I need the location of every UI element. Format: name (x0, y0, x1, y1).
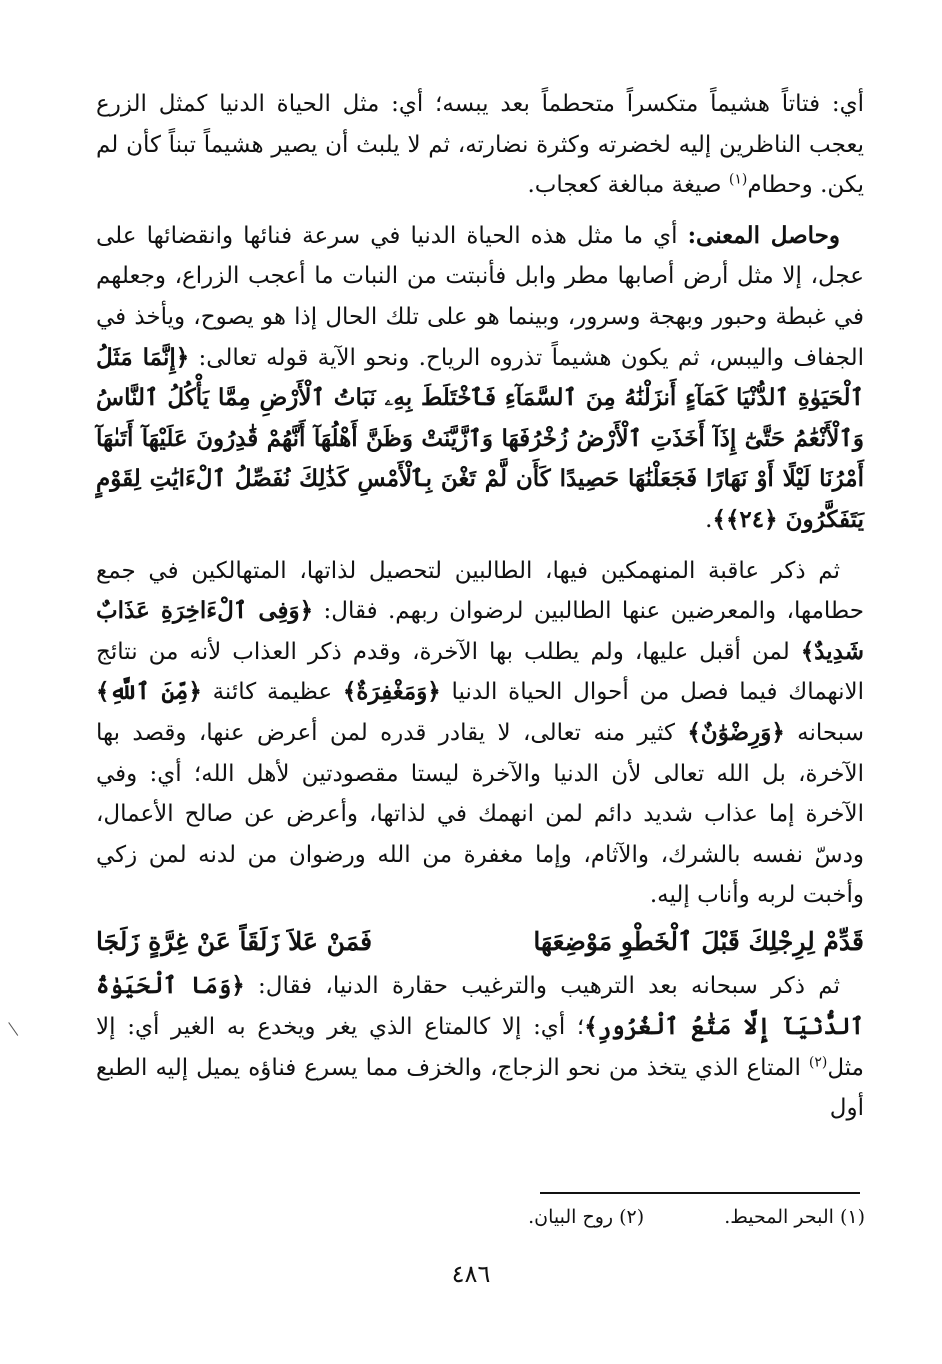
paragraph-2-lead: وحاصل المعنى: (687, 221, 840, 249)
paragraph-3-b: لمن أقبل عليها، ولم يطلب بها الآخرة، وقدم ذكر العذاب لأنه من نتائج الانهماك فيما فصل من أحوال الحياة الدنيا (96, 638, 865, 706)
verse-hemistich-left: فَمَنْ عَلاَ زَلَقَاً عَنْ غِرَّةٍ زَلَجَا (96, 926, 373, 956)
paragraph-2 (96, 216, 864, 541)
main-text (96, 84, 864, 1129)
paragraph-4 (96, 966, 864, 1128)
paragraph-3-c: عظيمة كائنة (201, 679, 343, 706)
paragraph-1 (96, 84, 864, 206)
footnote-divider (540, 1192, 860, 1194)
paragraph-4-a: ثم ذكر سبحانه بعد الترهيب والترغيب حقارة الدنيا، فقال: (244, 973, 840, 1000)
quran-quote-3: ﴿وَمَغْفِرَةٌ﴾ (342, 678, 441, 706)
quran-quote-2: ﴿وَفِى ٱلْءَاخِرَةِ عَذَابٌ شَدِيدٌ﴾ (96, 597, 864, 665)
quran-quote-4: ﴿مِّنَ ٱللَّهِ﴾ (96, 678, 202, 706)
quran-quote-1: ﴿إِنَّمَا مَثَلُ ٱلْحَيَوٰةِ ٱلدُّنْيَا كَمَآءٍ أَنزَلْنَٰهُ مِنَ ٱلسَّمَآءِ فَٱخْتَلَطَ بِهِۦ نَبَاتُ ٱلْأَرْضِ مِمَّا يَأْكُلُ ٱلنَّاسُ وَٱلْأَنْعَٰمُ حَتَّىٰٓ إِذَآ أَخَذَتِ ٱلْأَرْضُ زُخْرُفَهَا وَٱزَّيَّنَتْ وَظَنَّ أَهْلُهَآ أَنَّهُمْ قَٰدِرُونَ عَلَيْهَآ أَتَىٰهَآ أَمْرُنَا لَيْلًا أَوْ نَهَارًا فَجَعَلْنَٰهَا حَصِيدًا كَأَن لَّمْ تَغْنَ بِٱلْأَمْسِ كَذَٰلِكَ نُفَصِّلُ ٱلْءَايَٰتِ لِقَوْمٍ يَتَفَكَّرُونَ ﴿٢٤﴾﴾ (96, 343, 864, 533)
paragraph-1-end: صيغة مبالغة كعجاب. (527, 172, 729, 199)
paragraph-3-d: سبحانه (784, 719, 864, 746)
paragraph-2-text: أي ما مثل هذه الحياة الدنيا في سرعة فنائها وانقضائها على عجل، إلا مثل أرض أصابها مطر وابل فأنبتت من النبات ما أعجب الزراع، وجعلهم في غبطة وحبور وبهجة وسرور، وبينما هو على تلك الحال إذا هو يصوح، ويأخذ في الجفاف واليبس، ثم يكون هشيماً تذروه الرياح. ونحو الآية قوله تعالى: (96, 222, 864, 371)
footnote-ref-2: (٢) (808, 1054, 828, 1070)
verse-hemistich-right: قَدِّمْ لِرِجْلِكَ قَبْلَ ٱلْخَطْوِ مَوْضِعَهَا (533, 926, 864, 956)
paragraph-2-end: . (705, 506, 713, 533)
poetry-verse (96, 922, 864, 963)
paragraph-1-text: أي: فتاتاً هشيماً متكسراً متحطماً بعد يبسه؛ أي: مثل الحياة الدنيا كمثل الزرع يعجب الناظرين إليه لخضرته وكثرة نضارته، ثم لا يلبث أن يصير هشيماً تبناً كأن لم يكن. وحطام (96, 91, 864, 199)
quran-quote-5: ﴿وَرِضْوَٰنٌ﴾ (687, 718, 785, 746)
quran-quote-6: ﴿وَمَا ٱلْحَيَوٰةُ ٱلدُّنْيَآ إِلَّا مَتَٰعُ ٱلْغُرُورِ﴾ (96, 972, 864, 1041)
footnote-2: (٢) روح البيان. (528, 1206, 645, 1228)
scan-mark (0, 1022, 18, 1044)
footnote-1: (١) البحر المحيط. (724, 1206, 865, 1228)
paragraph-3 (96, 551, 864, 916)
paragraph-4-b: ؛ أي: إلا كالمتاع الذي يغر ويخدع به الغير أي: إلا مثل (96, 1014, 864, 1081)
paragraph-3-e: كثير منه تعالى، لا يقادر قدره لمن أعرض عنها، وقصد بها الآخرة، بل الله تعالى لأن الدنيا والآخرة ليستا مقصودتين لأهل الله؛ أي: وفي الآخرة إما عذاب شديد دائم لمن انهمك في لذاتها، وأعرض عن صالح الأعمال، ودسّ نفسه بالشرك، والآثام، وإما مغفرة من الله ورضوان من لدنه لمن زكي وأخبت لربه وأناب إليه. (96, 719, 864, 909)
page-number: ٤٨٦ (451, 1260, 491, 1288)
footnotes (300, 1206, 865, 1228)
paragraph-3-a: ثم ذكر عاقبة المنهمكين فيها، الطالبين لتحصيل لذاتها، المتهالكين في جمع حطامها، والمعرضين عنها الطالبين لرضوان ربهم. فقال: (96, 557, 864, 625)
paragraph-4-c: المتاع الذي يتخذ من نحو الزجاج، والخزف مما يسرع فناؤه يميل إليه الطبع أول (96, 1054, 864, 1122)
footnote-ref-1: (١) (728, 171, 748, 188)
